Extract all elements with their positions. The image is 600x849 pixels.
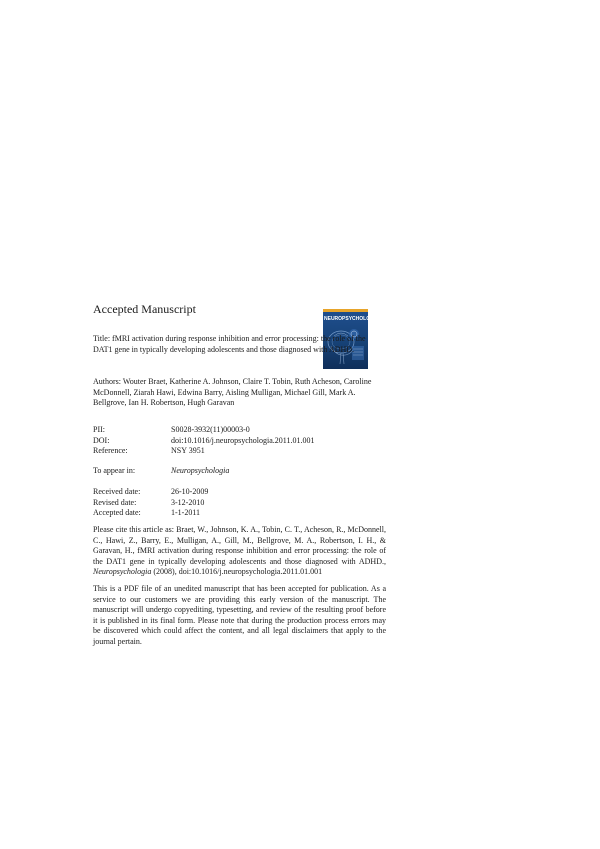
revised-date-label: Revised date: <box>93 497 137 507</box>
reference-value: NSY 3951 <box>171 446 205 455</box>
received-date-label: Received date: <box>93 487 141 496</box>
accepted-date-label: Accepted date: <box>93 508 141 517</box>
doi-label: DOI: <box>93 435 110 445</box>
citation-text: Please cite this article as: Braet, W., Johnson, K. A., Tobin, C. T., Acheson, R., McDonnell, C., Hawi, Z., Barry, E., Mulligan, A., Gill, M., Bellgrove, M. A., Robertson, I. H., & Garavan, H., fMRI activation during response inhibition and error processing: the role of the DAT1 gene in typically developing adolescents and those diagnosed with ADHD., <box>93 525 386 566</box>
revised-date-value: 3-12-2010 <box>171 497 205 507</box>
journal-name: Neuropsychologia <box>171 466 230 475</box>
cover-title: NEUROPSYCHOLOGIA <box>324 316 380 322</box>
pii-value: S0028-3932(11)00003-0 <box>171 425 250 434</box>
article-title: Title: fMRI activation during response inhibition and error processing: the role of the DAT1 gene in typically developing adolescents and those diagnosed with ADHD. <box>93 334 366 354</box>
cover-accent-stripe <box>323 309 368 312</box>
pii-label: PII: <box>93 425 105 434</box>
article-authors: Authors: Wouter Braet, Katherine A. Johnson, Claire T. Tobin, Ruth Acheson, Caroline McDonnell, Ziarah Hawi, Edwina Barry, Aisling Mulligan, Michael Gill, Mark A. Bellgrove, Ian H. Robertson, Hugh Garavan <box>93 377 372 407</box>
publication-notice: This is a PDF file of an unedited manuscript that has been accepted for publication. As a service to our customers we are providing this early version of the manuscript. The manuscript will undergo copyediting, typesetting, and review of the resulting proof before it is published in its final form. Please note that during the production process errors may be discovered which could affect the content, and all legal disclaimers that apply to the journal pertain. <box>93 584 386 646</box>
journal-label: To appear in: <box>93 466 136 475</box>
reference-label: Reference: <box>93 446 128 455</box>
page-heading: Accepted Manuscript <box>93 302 196 316</box>
accepted-date-value: 1-1-2011 <box>171 508 201 517</box>
citation-paragraph <box>93 525 386 578</box>
citation-journal: Neuropsychologia <box>93 567 152 576</box>
citation-doi: (2008), doi:10.1016/j.neuropsychologia.2011.01.001 <box>153 567 323 576</box>
received-date-value: 26-10-2009 <box>171 487 209 496</box>
doi-value: doi:10.1016/j.neuropsychologia.2011.01.001 <box>171 435 315 445</box>
